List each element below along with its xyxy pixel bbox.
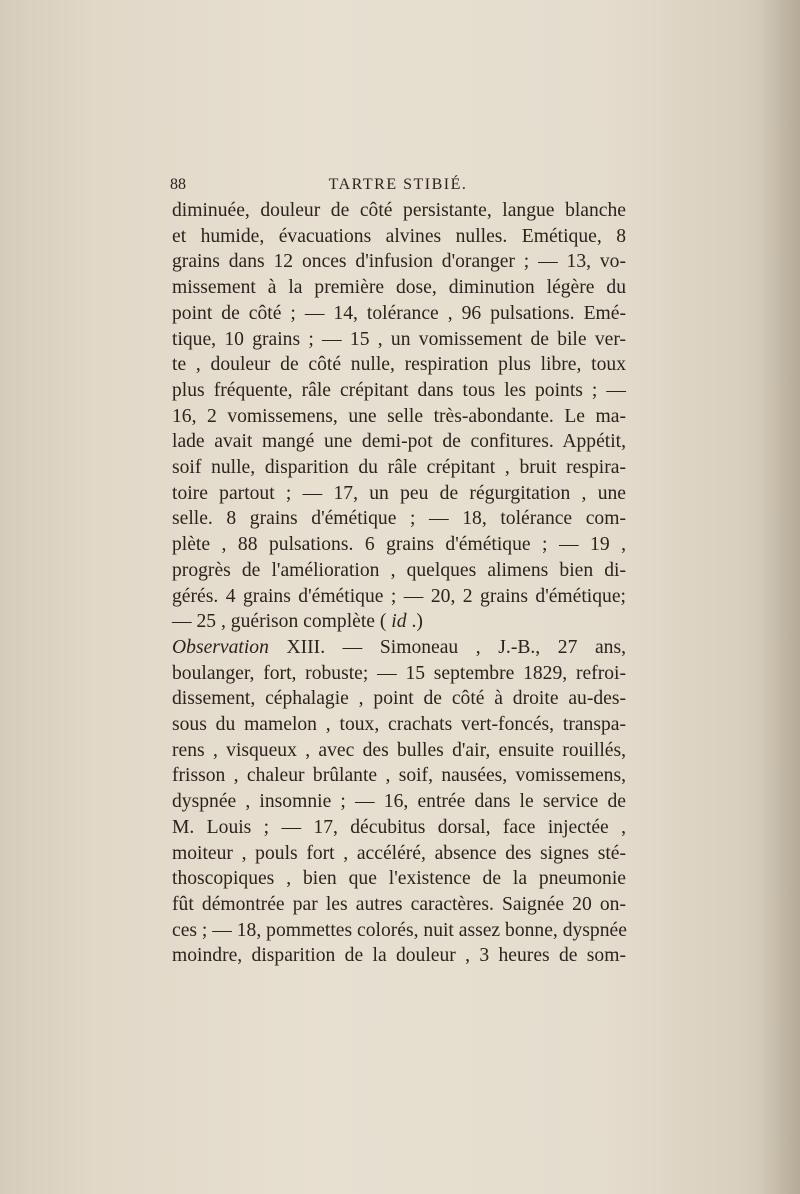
paragraph-end-line (172, 609, 626, 635)
page-edge-shadow (760, 0, 800, 1194)
paragraph-end-text: — 25 , guérison complète ( (172, 611, 392, 633)
text-line: et humide, évacuations alvines nulles. Emétique, 8 (172, 225, 626, 247)
running-title: TARTRE STIBIÉ. (328, 176, 468, 193)
text-line: missement à la première dose, diminution légère du (172, 277, 626, 299)
text-line: sous du mamelon , toux, crachats vert-foncés, transpa- (172, 714, 626, 736)
text-line: fût démontrée par les autres caractères. Saignée 20 on- (172, 893, 626, 915)
text-line: moiteur , pouls fort , accéléré, absence des signes sté- (172, 842, 626, 864)
text-line: plète , 88 pulsations. 6 grains d'émétique ; — 19 , (172, 534, 626, 556)
text-line: moindre, disparition de la douleur , 3 heures de som- (172, 945, 626, 967)
citation-abbrev: id (391, 611, 407, 633)
text-line: M. Louis ; — 17, décubitus dorsal, face injectée , (172, 816, 626, 838)
text-line: frisson , chaleur brûlante , soif, nausées, vomissemens, (172, 765, 626, 787)
text-line: selle. 8 grains d'émétique ; — 18, tolérance com- (172, 508, 626, 530)
text-line: progrès de l'amélioration , quelques alimens bien di- (172, 559, 626, 581)
text-line: ces ; — 18, pommettes colorés, nuit assez bonne, dyspnée (172, 919, 627, 941)
text-line: 16, 2 vomissemens, une selle très-abondante. Le ma- (172, 405, 626, 427)
paragraph-end-close: .) (406, 611, 423, 633)
text-line: thoscopiques , bien que l'existence de la pneumonie (172, 868, 626, 890)
text-line: dyspnée , insomnie ; — 16, entrée dans le service de (172, 791, 626, 813)
text-line: soif nulle, disparition du râle crépitant , bruit respira- (172, 457, 626, 479)
text-line: te , douleur de côté nulle, respiration plus libre, toux (172, 354, 626, 376)
text-body (172, 198, 626, 969)
text-line: diminuée, douleur de côté persistante, langue blanche (172, 200, 626, 221)
text-line: gérés. 4 grains d'émétique ; — 20, 2 grains d'émétique; (172, 585, 626, 607)
text-line: rens , visqueux , avec des bulles d'air, ensuite rouillés, (172, 739, 626, 761)
text-line: tique, 10 grains ; — 15 , un vomissement de bile ver- (172, 328, 626, 350)
text-line: lade avait mangé une demi-pot de confitures. Appétit, (172, 431, 626, 453)
running-header (170, 172, 626, 200)
text-line: grains dans 12 onces d'infusion d'oranger ; — 13, vo- (172, 251, 626, 273)
text-line: toire partout ; — 17, un peu de régurgitation , une (172, 482, 626, 504)
observation-heading-line (172, 635, 626, 661)
text-line: boulanger, fort, robuste; — 15 septembre 1829, refroi- (172, 662, 626, 684)
text-line: dissement, céphalagie , point de côté à droite au-des- (172, 688, 626, 710)
page-number: 88 (170, 176, 186, 193)
observation-intro: XIII. — Simoneau , J.-B., 27 ans, (268, 636, 626, 658)
text-line: plus fréquente, râle crépitant dans tous les points ; — (172, 379, 626, 401)
observation-title: Observation (172, 636, 269, 658)
text-line: point de côté ; — 14, tolérance , 96 pulsations. Emé- (172, 302, 626, 324)
